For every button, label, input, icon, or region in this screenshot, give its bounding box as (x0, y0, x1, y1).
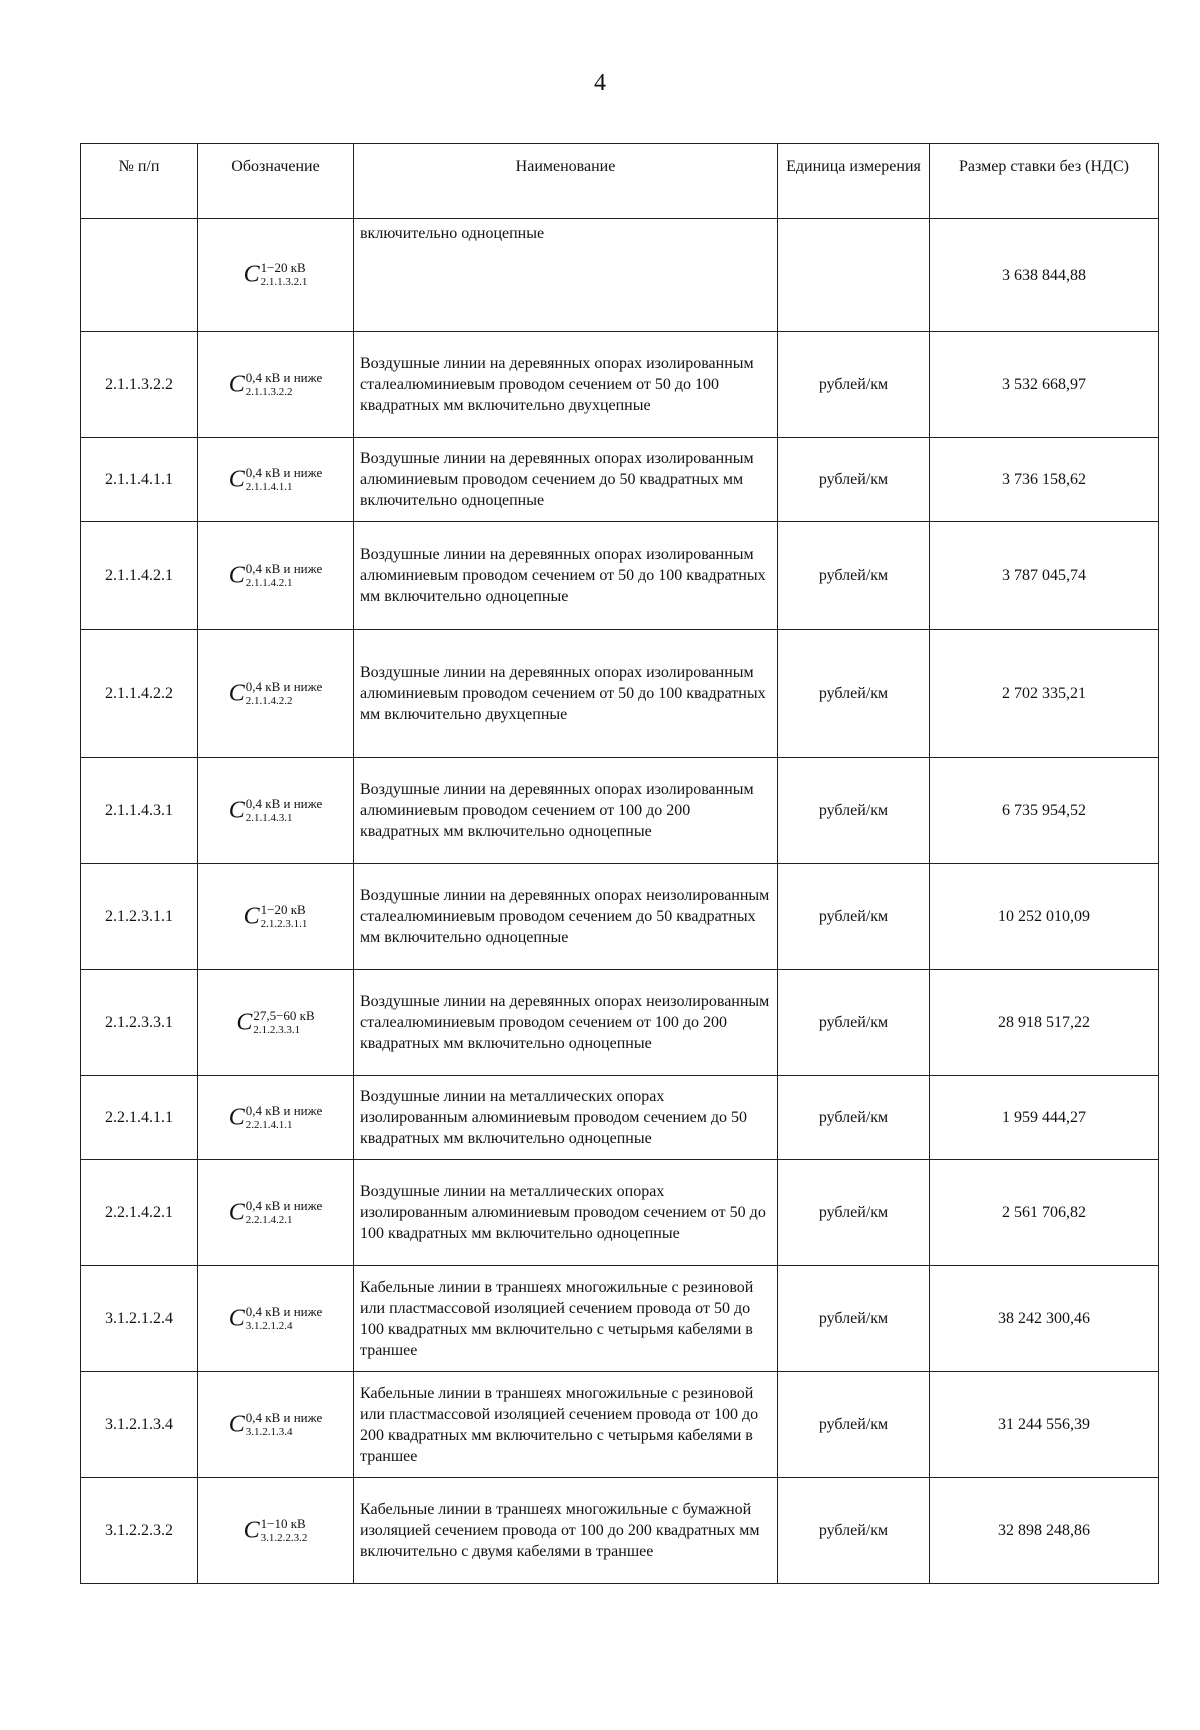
header-name: Наименование (354, 144, 778, 219)
designation-letter: C (243, 1517, 260, 1543)
table-row (81, 970, 1159, 1076)
row-designation (198, 864, 354, 970)
table-header-row (81, 144, 1159, 219)
row-number: 3.1.2.1.3.4 (81, 1372, 198, 1478)
row-number: 2.1.2.3.1.1 (81, 864, 198, 970)
row-name: Воздушные линии на деревянных опорах изолированным алюминиевым проводом сечением от 100 до 200 квадратных мм включительно одноцепные (354, 758, 778, 864)
row-unit: рублей/км (778, 758, 930, 864)
designation-voltage: 0,4 кВ и ниже (245, 464, 323, 480)
row-number: 2.1.1.4.2.1 (81, 522, 198, 630)
designation-voltage: 0,4 кВ и ниже (245, 678, 323, 694)
row-number: 2.1.1.4.3.1 (81, 758, 198, 864)
header-num: № п/п (81, 144, 198, 219)
row-designation (198, 630, 354, 758)
header-rate: Размер ставки без (НДС) (930, 144, 1159, 219)
designation-code: 2.2.1.4.1.1 (245, 1118, 293, 1131)
row-rate: 2 561 706,82 (930, 1160, 1159, 1266)
row-designation (198, 332, 354, 438)
row-rate: 31 244 556,39 (930, 1372, 1159, 1478)
designation-letter: C (228, 1411, 245, 1437)
row-name: Кабельные линии в траншеях многожильные с резиновой или пластмассовой изоляцией сечением провода от 50 до 100 квадратных мм включительно с четырьмя кабелями в траншее (354, 1266, 778, 1372)
table-row (81, 630, 1159, 758)
designation-voltage: 0,4 кВ и ниже (245, 1303, 323, 1319)
row-unit: рублей/км (778, 864, 930, 970)
designation-letter: C (228, 371, 245, 397)
row-unit: рублей/км (778, 1372, 930, 1478)
row-name: Воздушные линии на деревянных опорах неизолированным сталеалюминиевым проводом сечением от 100 до 200 квадратных мм включительно одноцепные (354, 970, 778, 1076)
row-rate: 10 252 010,09 (930, 864, 1159, 970)
header-designation: Обозначение (198, 144, 354, 219)
designation-voltage: 0,4 кВ и ниже (245, 369, 323, 385)
row-number: 2.1.2.3.3.1 (81, 970, 198, 1076)
table-row (81, 1160, 1159, 1266)
row-name: Кабельные линии в траншеях многожильные с резиновой или пластмассовой изоляцией сечением провода от 100 до 200 квадратных мм включительно с четырьмя кабелями в траншее (354, 1372, 778, 1478)
designation-code: 3.1.2.2.3.2 (260, 1531, 308, 1544)
row-designation (198, 1076, 354, 1160)
row-number (81, 219, 198, 332)
page-number: 4 (594, 70, 606, 96)
row-rate: 3 638 844,88 (930, 219, 1159, 332)
designation-symbol (229, 1411, 322, 1439)
designation-symbol (236, 1009, 314, 1037)
row-rate: 28 918 517,22 (930, 970, 1159, 1076)
table-row (81, 1266, 1159, 1372)
designation-letter: C (243, 903, 260, 929)
row-rate: 6 735 954,52 (930, 758, 1159, 864)
row-unit: рублей/км (778, 630, 930, 758)
row-name: Воздушные линии на деревянных опорах изолированным алюминиевым проводом сечением до 50 квадратных мм включительно одноцепные (354, 438, 778, 522)
designation-letter: C (228, 1199, 245, 1225)
table-row (81, 1372, 1159, 1478)
designation-letter: C (228, 466, 245, 492)
row-number: 2.1.1.3.2.2 (81, 332, 198, 438)
designation-symbol (229, 680, 322, 708)
rates-table (80, 143, 1159, 1584)
row-name: Воздушные линии на металлических опорах изолированным алюминиевым проводом сечением до 50 квадратных мм включительно одноцепные (354, 1076, 778, 1160)
designation-letter: C (236, 1009, 253, 1035)
designation-voltage: 0,4 кВ и ниже (245, 1197, 323, 1213)
designation-code: 3.1.2.1.2.4 (245, 1319, 293, 1332)
row-number: 3.1.2.2.3.2 (81, 1478, 198, 1584)
row-number: 3.1.2.1.2.4 (81, 1266, 198, 1372)
row-rate: 3 736 158,62 (930, 438, 1159, 522)
designation-voltage: 0,4 кВ и ниже (245, 560, 323, 576)
designation-voltage: 1−20 кВ (260, 260, 306, 275)
row-unit: рублей/км (778, 522, 930, 630)
row-unit (778, 219, 930, 332)
designation-letter: C (228, 562, 245, 588)
designation-symbol (244, 903, 308, 931)
designation-symbol (229, 562, 322, 590)
designation-letter: C (228, 1104, 245, 1130)
row-designation (198, 1478, 354, 1584)
designation-code: 2.1.1.4.2.2 (245, 694, 293, 707)
designation-code: 2.1.1.4.2.1 (245, 576, 293, 589)
row-designation (198, 219, 354, 332)
row-name: Воздушные линии на деревянных опорах неизолированным сталеалюминиевым проводом сечением до 50 квадратных мм включительно одноцепные (354, 864, 778, 970)
designation-voltage: 1−20 кВ (260, 901, 306, 917)
designation-code: 2.2.1.4.2.1 (245, 1213, 293, 1226)
designation-letter: C (243, 261, 260, 288)
table-row (81, 1478, 1159, 1584)
table-row (81, 219, 1159, 332)
row-designation (198, 1372, 354, 1478)
designation-voltage: 27,5−60 кВ (253, 1007, 315, 1023)
designation-code: 2.1.1.3.2.2 (245, 385, 293, 398)
row-designation (198, 758, 354, 864)
row-rate: 2 702 335,21 (930, 630, 1159, 758)
row-name: Воздушные линии на деревянных опорах изолированным сталеалюминиевым проводом сечением от 50 до 100 квадратных мм включительно двухцепные (354, 332, 778, 438)
row-unit: рублей/км (778, 1160, 930, 1266)
table-row (81, 758, 1159, 864)
table-row (81, 332, 1159, 438)
designation-voltage: 0,4 кВ и ниже (245, 1102, 323, 1118)
row-name: Воздушные линии на деревянных опорах изолированным алюминиевым проводом сечением от 50 до 100 квадратных мм включительно двухцепные (354, 630, 778, 758)
table-row (81, 1076, 1159, 1160)
designation-symbol (229, 1305, 322, 1333)
designation-voltage: 0,4 кВ и ниже (245, 795, 323, 811)
designation-symbol (229, 371, 322, 399)
row-designation (198, 970, 354, 1076)
row-rate: 3 532 668,97 (930, 332, 1159, 438)
row-unit: рублей/км (778, 1478, 930, 1584)
row-name: Кабельные линии в траншеях многожильные с бумажной изоляцией сечением провода от 100 до 200 квадратных мм включительно с двумя кабелями в траншее (354, 1478, 778, 1584)
designation-symbol (229, 797, 322, 825)
designation-voltage: 0,4 кВ и ниже (245, 1409, 323, 1425)
designation-symbol (229, 1199, 322, 1227)
row-name: Воздушные линии на деревянных опорах изолированным алюминиевым проводом сечением от 50 до 100 квадратных мм включительно одноцепные (354, 522, 778, 630)
designation-symbol (229, 466, 322, 494)
row-unit: рублей/км (778, 332, 930, 438)
row-unit: рублей/км (778, 970, 930, 1076)
row-rate: 1 959 444,27 (930, 1076, 1159, 1160)
designation-symbol (244, 261, 308, 289)
designation-symbol (244, 1517, 308, 1545)
row-designation (198, 1266, 354, 1372)
designation-letter: C (228, 680, 245, 706)
row-number: 2.1.1.4.1.1 (81, 438, 198, 522)
designation-code: 2.1.1.3.2.1 (260, 276, 308, 288)
row-number: 2.1.1.4.2.2 (81, 630, 198, 758)
row-number: 2.2.1.4.1.1 (81, 1076, 198, 1160)
designation-voltage: 1−10 кВ (260, 1515, 306, 1531)
row-rate: 32 898 248,86 (930, 1478, 1159, 1584)
row-unit: рублей/км (778, 1076, 930, 1160)
row-unit: рублей/км (778, 438, 930, 522)
designation-symbol (229, 1104, 322, 1132)
row-unit: рублей/км (778, 1266, 930, 1372)
designation-letter: C (228, 1305, 245, 1331)
row-rate: 3 787 045,74 (930, 522, 1159, 630)
row-name: Воздушные линии на металлических опорах изолированным алюминиевым проводом сечением от 50 до 100 квадратных мм включительно одноцепные (354, 1160, 778, 1266)
row-designation (198, 522, 354, 630)
row-designation (198, 438, 354, 522)
row-name: включительно одноцепные (354, 219, 778, 332)
designation-code: 3.1.2.1.3.4 (245, 1425, 293, 1438)
table-row (81, 438, 1159, 522)
table-row (81, 522, 1159, 630)
designation-letter: C (228, 797, 245, 823)
row-rate: 38 242 300,46 (930, 1266, 1159, 1372)
designation-code: 2.1.2.3.3.1 (253, 1023, 301, 1036)
header-unit: Единица измерения (778, 144, 930, 219)
designation-code: 2.1.1.4.1.1 (245, 480, 293, 493)
designation-code: 2.1.2.3.1.1 (260, 917, 308, 930)
row-designation (198, 1160, 354, 1266)
row-number: 2.2.1.4.2.1 (81, 1160, 198, 1266)
table-row (81, 864, 1159, 970)
designation-code: 2.1.1.4.3.1 (245, 811, 293, 824)
